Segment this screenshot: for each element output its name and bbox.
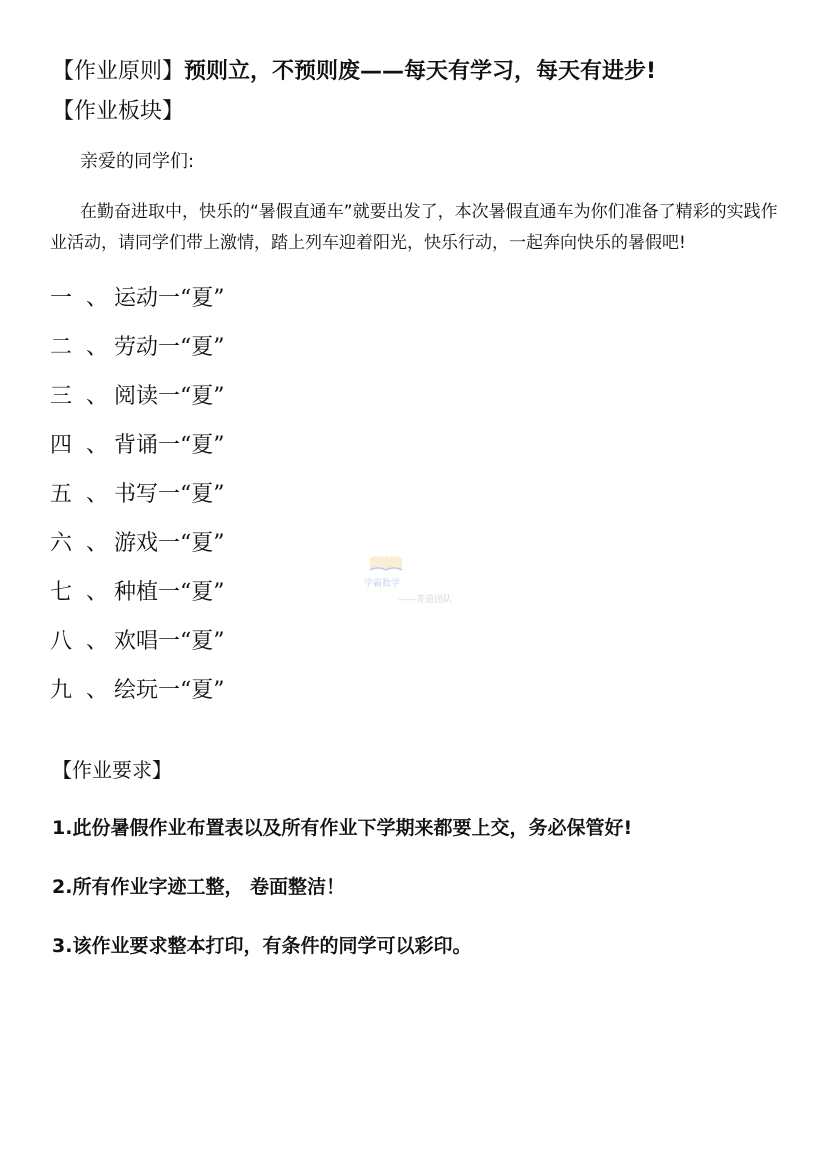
item-number: 五 <box>50 482 73 507</box>
item-text: 劳动一“夏” <box>114 335 225 360</box>
list-item <box>50 529 225 578</box>
item-separator: 、 <box>86 482 109 507</box>
principle-label: 【作业原则】 <box>52 59 185 84</box>
requirement-item: 2.所有作业字迹工整， 卷面整洁！ <box>52 876 346 898</box>
item-separator: 、 <box>86 384 109 409</box>
requirements-title: 【作业要求】 <box>52 758 172 782</box>
item-text: 书写一“夏” <box>114 482 225 507</box>
item-separator: 、 <box>86 335 109 360</box>
item-text: 游戏一“夏” <box>114 531 225 556</box>
item-text: 绘玩一“夏” <box>114 678 225 703</box>
item-number: 四 <box>50 433 73 458</box>
list-item <box>50 676 225 725</box>
item-number: 八 <box>50 629 73 654</box>
requirement-item: 1.此份暑假作业布置表以及所有作业下学期来都要上交，务必保管好! <box>52 817 633 839</box>
book-logo-icon <box>366 550 406 574</box>
list-item <box>50 333 225 382</box>
watermark <box>360 550 470 610</box>
item-separator: 、 <box>86 678 109 703</box>
item-separator: 、 <box>86 580 109 605</box>
list-item <box>50 480 225 529</box>
requirement-item: 3.该作业要求整本打印，有条件的同学可以彩印。 <box>52 935 472 957</box>
greeting: 亲爱的同学们: <box>80 151 195 172</box>
list-item <box>50 578 225 627</box>
list-item <box>50 627 225 676</box>
activity-list <box>50 284 225 725</box>
item-text: 阅读一“夏” <box>114 384 225 409</box>
item-separator: 、 <box>86 286 109 311</box>
item-text: 背诵一“夏” <box>114 433 225 458</box>
item-separator: 、 <box>86 531 109 556</box>
item-number: 二 <box>50 335 73 360</box>
watermark-text: 学霸数学 <box>364 579 401 589</box>
item-number: 一 <box>50 286 73 311</box>
principle-text: 预则立，不预则废——每天有学习，每天有进步! <box>184 59 657 84</box>
item-separator: 、 <box>86 629 109 654</box>
item-number: 九 <box>50 678 73 703</box>
watermark-team: ——菁道团队 <box>398 595 453 605</box>
section-title: 【作业板块】 <box>52 99 185 124</box>
list-item <box>50 284 225 333</box>
item-number: 三 <box>50 384 73 409</box>
item-text: 运动一“夏” <box>114 286 225 311</box>
list-item <box>50 382 225 431</box>
item-text: 种植一“夏” <box>114 580 225 605</box>
list-item <box>50 431 225 480</box>
item-separator: 、 <box>86 433 109 458</box>
item-number: 六 <box>50 531 73 556</box>
principle-line <box>52 54 656 85</box>
intro-paragraph: 在勤奋进取中，快乐的“暑假直通车”就要出发了，本次暑假直通车为你们准备了精彩的实践作业活动，请同学们带上激情，踏上列车迎着阳光，快乐行动，一起奔向快乐的暑假吧! <box>50 202 778 253</box>
item-text: 欢唱一“夏” <box>114 629 225 654</box>
item-number: 七 <box>50 580 73 605</box>
